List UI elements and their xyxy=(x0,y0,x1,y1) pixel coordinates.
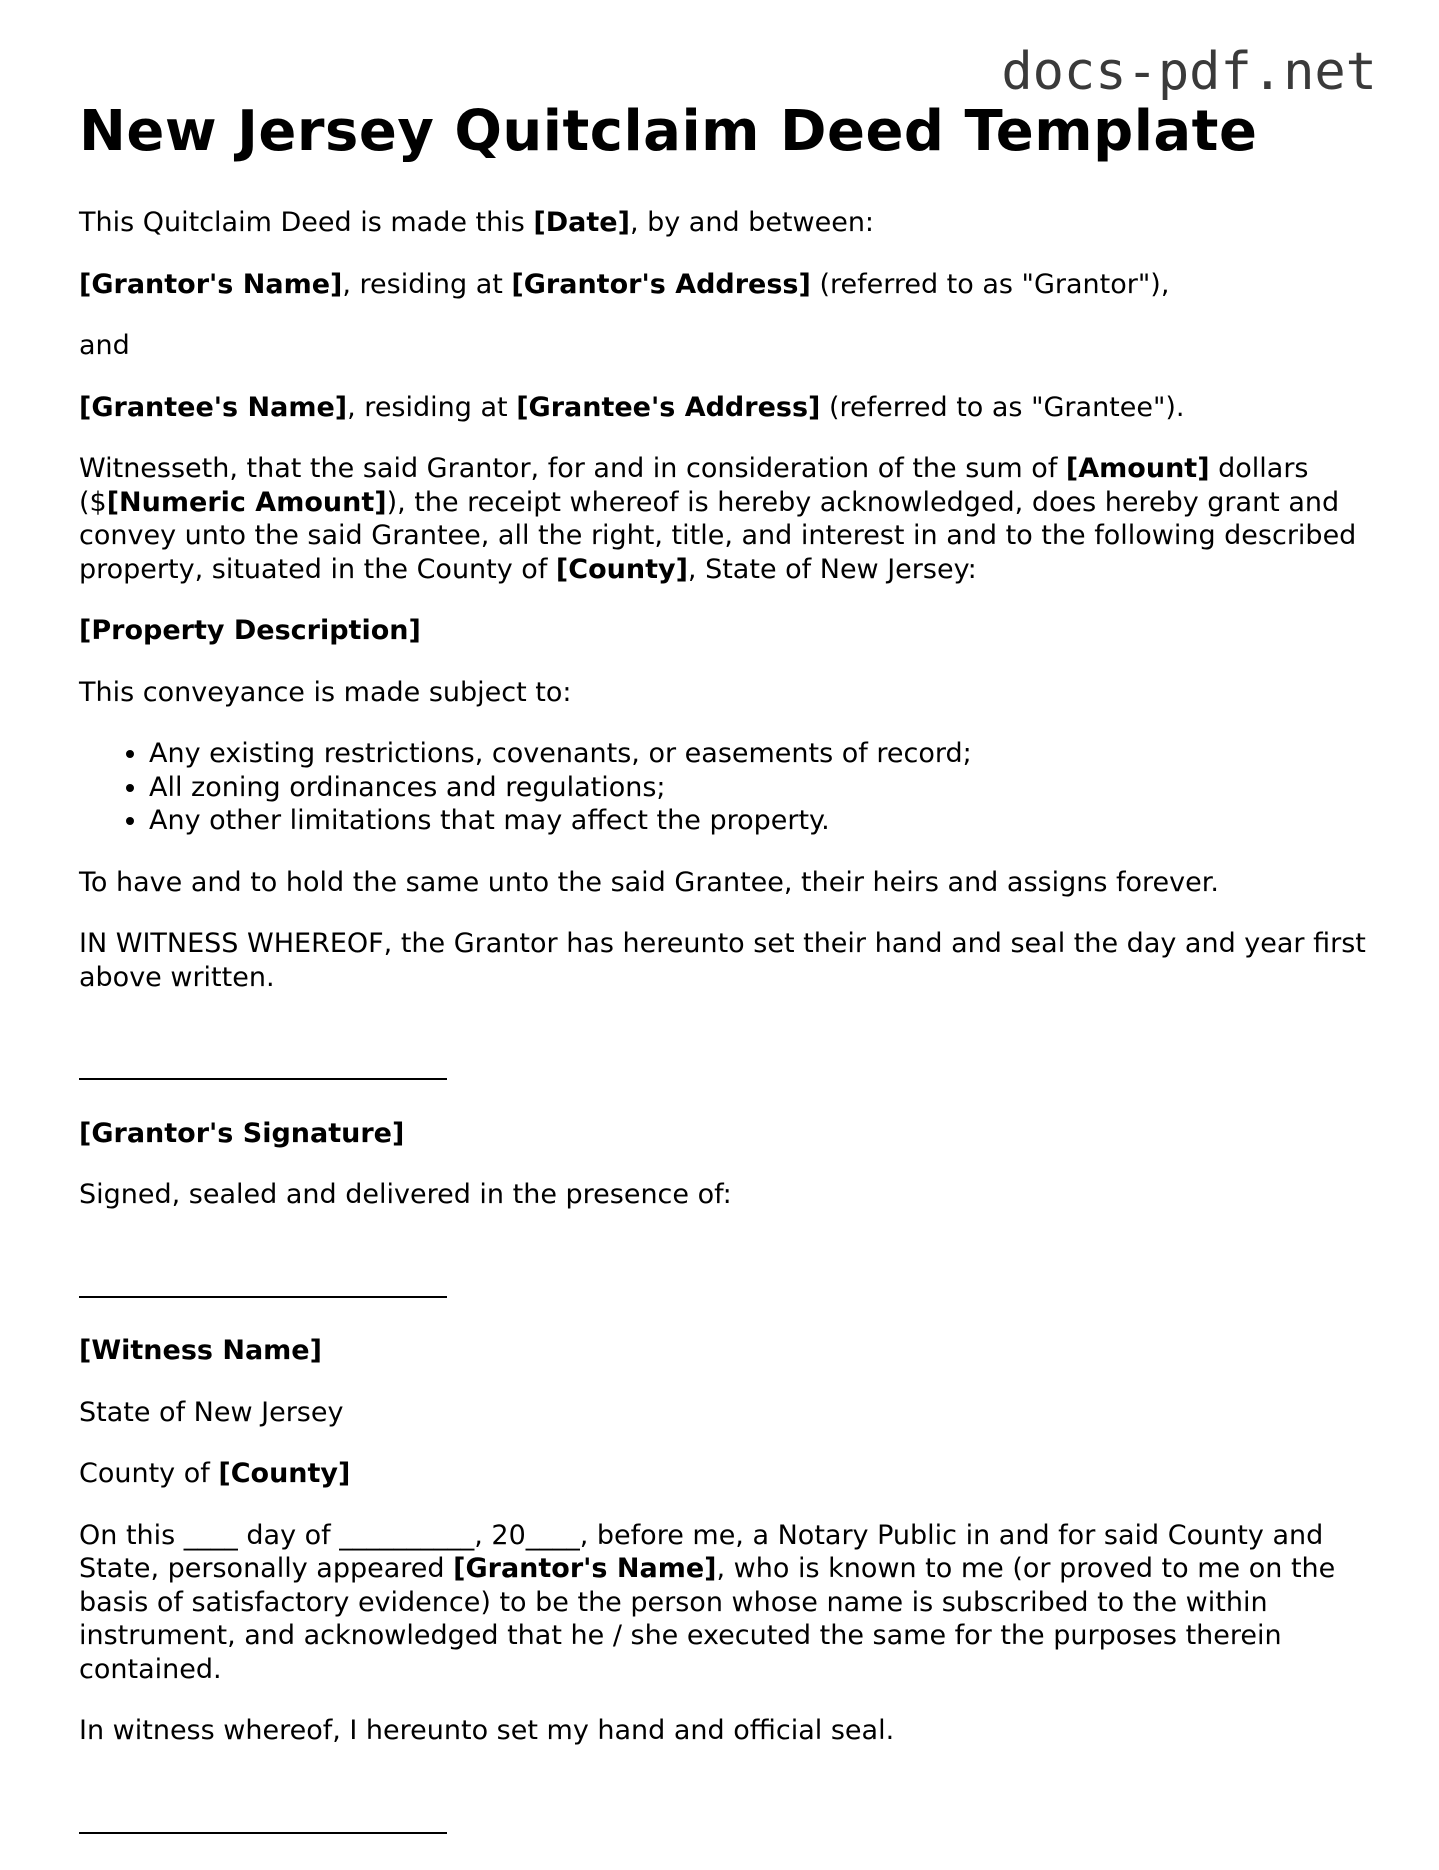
county-placeholder: [County] xyxy=(555,553,688,585)
property-description-placeholder: [Property Description] xyxy=(79,615,421,647)
grantee-paragraph: [Grantee's Name], residing at [Grantee's Address] (referred to as "Grantee"). xyxy=(79,391,1185,423)
intro-paragraph: This Quitclaim Deed is made this [Date], by and between: xyxy=(79,207,875,239)
grantee-name-placeholder: [Grantee's Name] xyxy=(79,391,348,423)
notary-signature-line xyxy=(79,1776,1369,1843)
date-placeholder: [Date] xyxy=(533,207,630,239)
in-witness-paragraph: IN WITNESS WHEREOF, the Grantor has hereunto set their hand and seal the day and year first above written. xyxy=(79,928,1366,993)
witness-signature-line xyxy=(79,1240,1369,1307)
amount-placeholder: [Amount] xyxy=(1065,453,1210,485)
signature-rule xyxy=(79,1274,447,1298)
grantor-signature-line xyxy=(79,1022,1369,1089)
watermark: docs-pdf.net xyxy=(1001,42,1377,102)
witnesseth-paragraph: Witnesseth, that the said Grantor, for and in consideration of the sum of [Amount] dollars ($[Numeric Amount]), the receipt whereof is hereby acknowledged, does hereby grant and convey unto the said Grantee, all the right, title, and interest in and to the following described property, situated in the County of [County], State of New Jersey: xyxy=(79,453,1357,585)
list-item: • Any existing restrictions, covenants, or easements of record; xyxy=(149,737,1369,771)
conditions-list xyxy=(79,737,1369,838)
grantor-signature-placeholder: [Grantor's Signature] xyxy=(79,1117,405,1149)
county-placeholder: [County] xyxy=(218,1458,351,1490)
signed-sealed-text: Signed, sealed and delivered in the presence of: xyxy=(79,1179,732,1211)
grantor-name-placeholder: [Grantor's Name] xyxy=(79,268,343,300)
subject-to-text: This conveyance is made subject to: xyxy=(79,676,572,708)
county-line: County of [County] xyxy=(79,1458,351,1490)
grantee-address-placeholder: [Grantee's Address] xyxy=(516,391,821,423)
signature-rule xyxy=(79,1056,447,1080)
page-title: New Jersey Quitclaim Deed Template xyxy=(79,99,1258,164)
signature-rule xyxy=(79,1810,447,1834)
notary-paragraph: On this ____ day of __________, 20____, before me, a Notary Public in and for said County and State, personally appeared [Grantor's Name], who is known to me (or proved to me on the basis of satisfactory evidence) to be the person whose name is subscribed to the within instrument, and acknowledged that he / she executed the same for the purposes therein contained. xyxy=(79,1519,1336,1685)
and-text: and xyxy=(79,330,130,362)
grantor-paragraph: [Grantor's Name], residing at [Grantor's Address] (referred to as "Grantor"), xyxy=(79,268,1170,300)
grantor-name-placeholder: [Grantor's Name] xyxy=(453,1553,717,1585)
document-page xyxy=(79,100,1369,1870)
numeric-amount-placeholder: [Numeric Amount] xyxy=(106,486,387,518)
state-line: State of New Jersey xyxy=(79,1396,344,1428)
official-seal-text: In witness whereof, I hereunto set my hand and official seal. xyxy=(79,1715,895,1747)
list-item: • All zoning ordinances and regulations; xyxy=(149,771,1369,805)
grantor-address-placeholder: [Grantor's Address] xyxy=(511,268,811,300)
witness-name-placeholder: [Witness Name] xyxy=(79,1335,322,1367)
list-item: • Any other limitations that may affect the property. xyxy=(149,804,1369,838)
habendum-paragraph: To have and to hold the same unto the said Grantee, their heirs and assigns forever. xyxy=(79,866,1219,898)
